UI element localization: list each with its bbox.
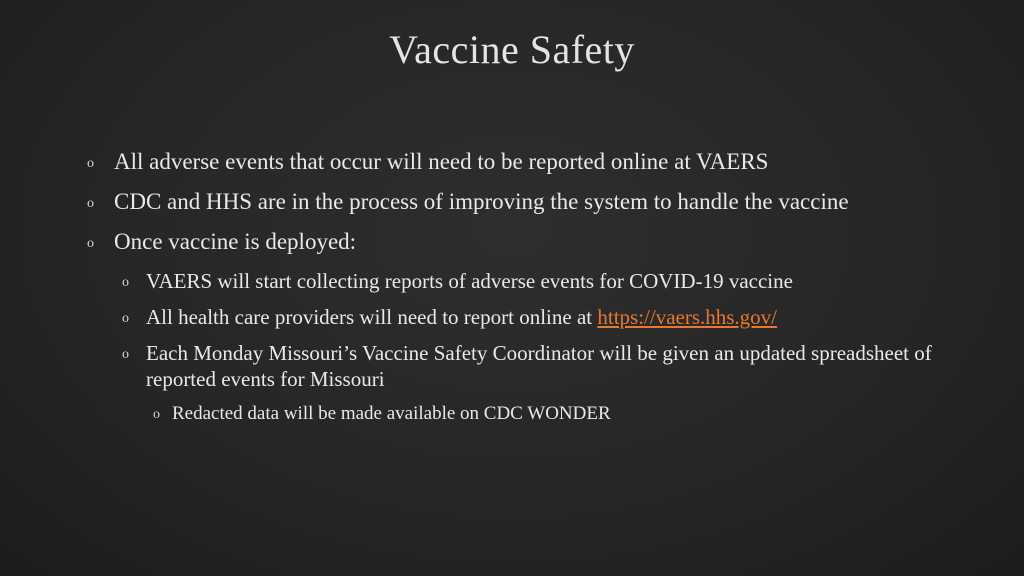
bullet-marker-icon: o bbox=[122, 347, 129, 362]
slide-title: Vaccine Safety bbox=[389, 27, 635, 72]
bullet-text: All health care providers will need to report online at bbox=[146, 305, 598, 329]
sub-sub-bullet-item bbox=[84, 402, 944, 426]
bullet-marker-icon: o bbox=[87, 196, 94, 211]
bullet-item bbox=[84, 148, 944, 175]
bullet-text: All adverse events that occur will need to be reported online at VAERS bbox=[114, 149, 769, 174]
sub-bullet-item bbox=[84, 340, 944, 392]
vaers-link[interactable]: https://vaers.hhs.gov/ bbox=[597, 305, 778, 329]
bullet-text: VAERS will start collecting reports of adverse events for COVID-19 vaccine bbox=[146, 269, 793, 293]
bullet-marker-icon: o bbox=[153, 407, 160, 422]
bullet-text: Redacted data will be made available on CDC WONDER bbox=[172, 403, 611, 424]
bullet-text: Each Monday Missouri’s Vaccine Safety Coordinator will be given an updated spreadsheet of reported events for Missouri bbox=[146, 341, 932, 391]
sub-bullet-item bbox=[84, 268, 944, 294]
bullet-marker-icon: o bbox=[87, 236, 94, 251]
bullet-marker-icon: o bbox=[122, 275, 129, 290]
bullet-item bbox=[84, 188, 944, 215]
bullet-marker-icon: o bbox=[122, 311, 129, 326]
bullet-text: Once vaccine is deployed: bbox=[114, 229, 357, 254]
bullet-text: CDC and HHS are in the process of improving the system to handle the vaccine bbox=[114, 189, 849, 214]
sub-bullet-item bbox=[84, 304, 944, 330]
bullet-marker-icon: o bbox=[87, 156, 94, 171]
bullet-item bbox=[84, 228, 944, 255]
bullet-list bbox=[84, 148, 944, 426]
